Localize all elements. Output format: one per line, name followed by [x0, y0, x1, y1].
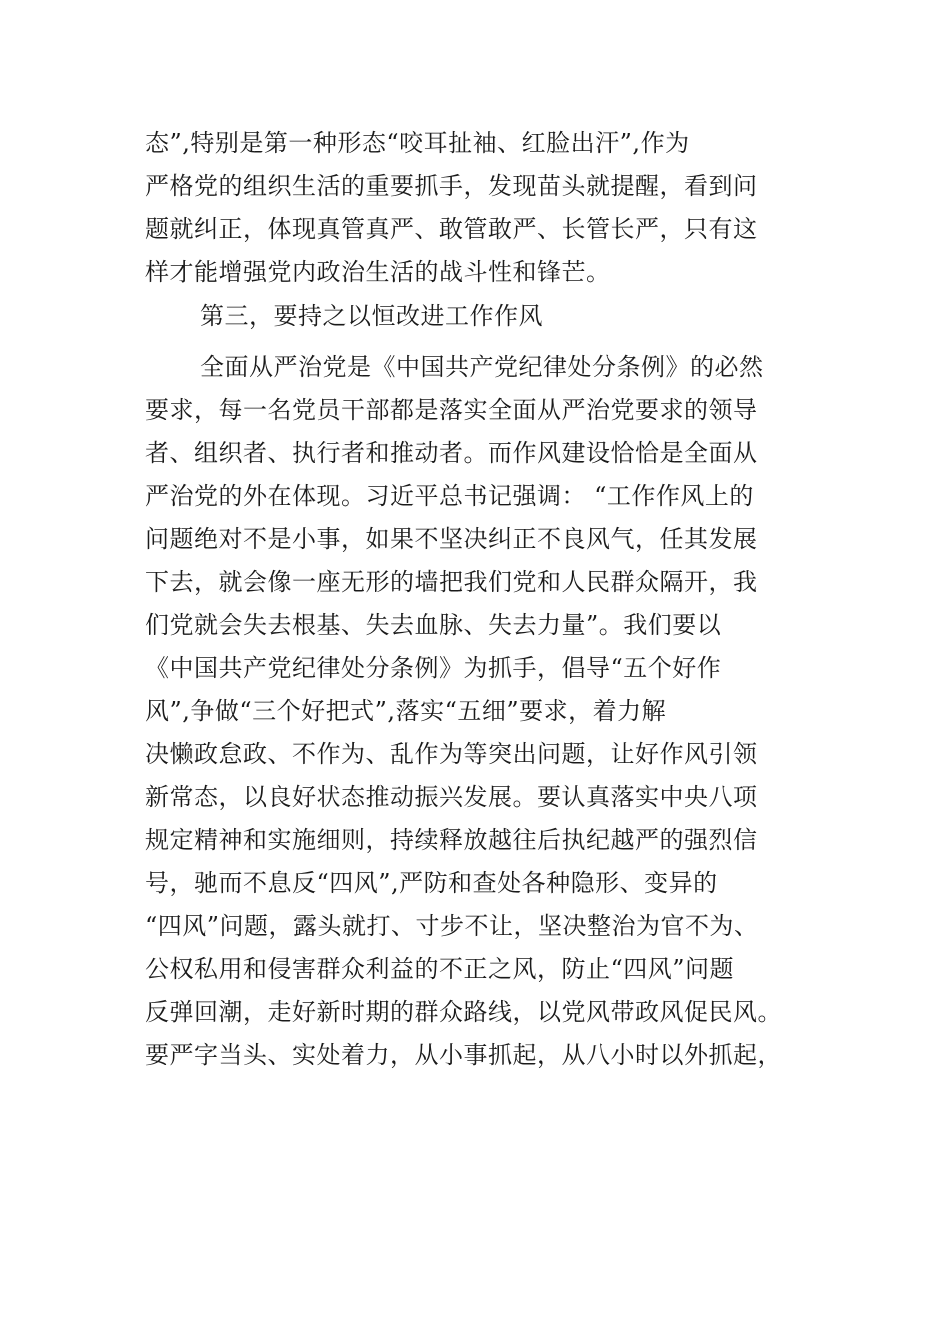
text-line: 们党就会失去根基、失去血脉、失去力量”。我们要以 [145, 611, 722, 639]
text-line: 下去，就会像一座无形的墙把我们党和人民群众隔开，我 [145, 568, 758, 596]
text-line: 全面从严治党是《中国共产党纪律处分条例》的必然 [200, 353, 764, 381]
text-line: 公权私用和侵害群众利益的不正之风，防止“四风”问题 [145, 955, 735, 983]
text-line: 样才能增强党内政治生活的战斗性和锋芒。 [145, 258, 611, 286]
text-line: 新常态，以良好状态推动振兴发展。要认真落实中央八项 [145, 783, 758, 811]
text-line: 态”,特别是第一种形态“咬耳扯袖、红脸出汗”,作为 [145, 129, 690, 157]
text-line: 要严字当头、实处着力，从小事抓起，从八小时以外抓起， [145, 1041, 782, 1069]
text-line: 问题绝对不是小事，如果不坚决纠正不良风气，任其发展 [145, 525, 758, 553]
text-line: 反弹回潮，走好新时期的群众路线，以党风带政风促民风。 [145, 998, 782, 1026]
text-line: 《中国共产党纪律处分条例》为抓手，倡导“五个好作 [145, 654, 722, 682]
text-line: 严格党的组织生活的重要抓手，发现苗头就提醒，看到问 [145, 172, 758, 200]
text-line: 风”,争做“三个好把式”,落实“五细”要求，着力解 [145, 697, 667, 725]
section-heading: 第三，要持之以恒改进工作作风 [200, 302, 543, 330]
text-line: 决懒政怠政、不作为、乱作为等突出问题，让好作风引领 [145, 740, 758, 768]
text-line: 规定精神和实施细则，持续释放越往后执纪越严的强烈信 [145, 826, 758, 854]
text-line: 严治党的外在体现。习近平总书记强调： “工作作风上的 [145, 482, 754, 510]
text-line: 者、组织者、执行者和推动者。而作风建设恰恰是全面从 [145, 439, 758, 467]
text-line: 题就纠正，体现真管真严、敢管敢严、长管长严，只有这 [145, 215, 758, 243]
text-line: 号，驰而不息反“四风”,严防和查处各种隐形、变异的 [145, 869, 718, 897]
text-line: 要求，每一名党员干部都是落实全面从严治党要求的领导 [145, 396, 758, 424]
text-line: “四风”问题，露头就打、寸步不让，坚决整治为官不为、 [145, 912, 759, 940]
